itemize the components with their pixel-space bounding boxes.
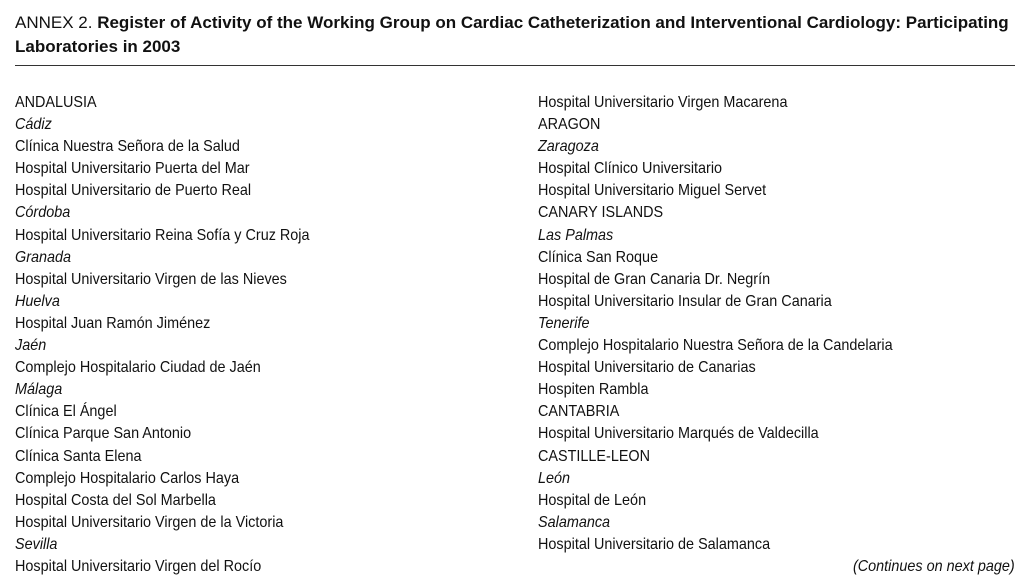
hospital-entry: Hospital Clínico Universitario: [538, 160, 723, 178]
continues-note: (Continues on next page): [853, 558, 1015, 575]
city-heading: Córdoba: [15, 204, 71, 222]
hospital-entry: Hospital Universitario de Canarias: [538, 359, 756, 377]
region-heading: CANARY ISLANDS: [538, 204, 664, 222]
hospital-entry: Hospital Universitario Puerta del Mar: [15, 160, 250, 178]
hospital-entry: Hospital Universitario Miguel Servet: [538, 182, 767, 200]
city-heading: Sevilla: [15, 535, 58, 553]
hospital-entry: Hospital Universitario Virgen del Rocío: [15, 557, 262, 575]
hospital-entry: Hospital Universitario Reina Sofía y Cruz Roja: [15, 226, 310, 244]
annex-title: [15, 11, 1015, 59]
annex-label: ANNEX 2.: [15, 13, 98, 32]
hospital-entry: Clínica Nuestra Señora de la Salud: [15, 138, 240, 156]
city-heading: Málaga: [15, 381, 63, 399]
hospital-entry: Clínica Parque San Antonio: [15, 425, 192, 443]
region-heading: ARAGON: [538, 116, 601, 134]
city-heading: Huelva: [15, 292, 60, 310]
hospital-entry: Complejo Hospitalario Nuestra Señora de la Candelaria: [538, 337, 893, 355]
annex-heading: Register of Activity of the Working Group on Cardiac Catheterization and Interventional Cardiology: Participating Laboratories in 2003: [15, 13, 1009, 56]
hospital-entry: Hospital Universitario Virgen de la Victoria: [15, 513, 284, 531]
hospital-entry: Hospital Universitario de Salamanca: [538, 535, 771, 553]
right-column: [538, 92, 893, 556]
hospital-entry: Hospital de León: [538, 491, 647, 509]
hospital-entry: Hospiten Rambla: [538, 381, 649, 399]
region-heading: CANTABRIA: [538, 403, 620, 421]
region-heading: CASTILLE-LEON: [538, 447, 651, 465]
hospital-entry: Hospital Universitario Virgen de las Nieves: [15, 270, 287, 288]
hospital-entry: Hospital Universitario de Puerto Real: [15, 182, 252, 200]
hospital-entry: Complejo Hospitalario Ciudad de Jaén: [15, 359, 261, 377]
left-column: [15, 92, 310, 578]
hospital-entry: Hospital Universitario Insular de Gran Canaria: [538, 292, 832, 310]
hospital-entry: Clínica El Ángel: [15, 403, 117, 421]
city-heading: Las Palmas: [538, 226, 614, 244]
city-heading: Salamanca: [538, 513, 611, 531]
hospital-entry: Hospital de Gran Canaria Dr. Negrín: [538, 270, 771, 288]
city-heading: Cádiz: [15, 116, 52, 134]
hospital-entry: Clínica San Roque: [538, 248, 659, 266]
region-heading: ANDALUSIA: [15, 94, 97, 111]
city-heading: Jaén: [15, 337, 47, 355]
city-heading: Tenerife: [538, 314, 590, 332]
hospital-entry: Hospital Universitario Marqués de Valdecilla: [538, 425, 819, 443]
hospital-entry: Hospital Costa del Sol Marbella: [15, 491, 216, 509]
hospital-entry: Hospital Juan Ramón Jiménez: [15, 314, 211, 332]
hospital-entry: Hospital Universitario Virgen Macarena: [538, 94, 788, 111]
city-heading: Zaragoza: [538, 138, 599, 156]
hospital-entry: Clínica Santa Elena: [15, 447, 142, 465]
city-heading: León: [538, 469, 571, 487]
city-heading: Granada: [15, 248, 72, 266]
hospital-entry: Complejo Hospitalario Carlos Haya: [15, 469, 240, 487]
header-divider: [15, 65, 1015, 66]
